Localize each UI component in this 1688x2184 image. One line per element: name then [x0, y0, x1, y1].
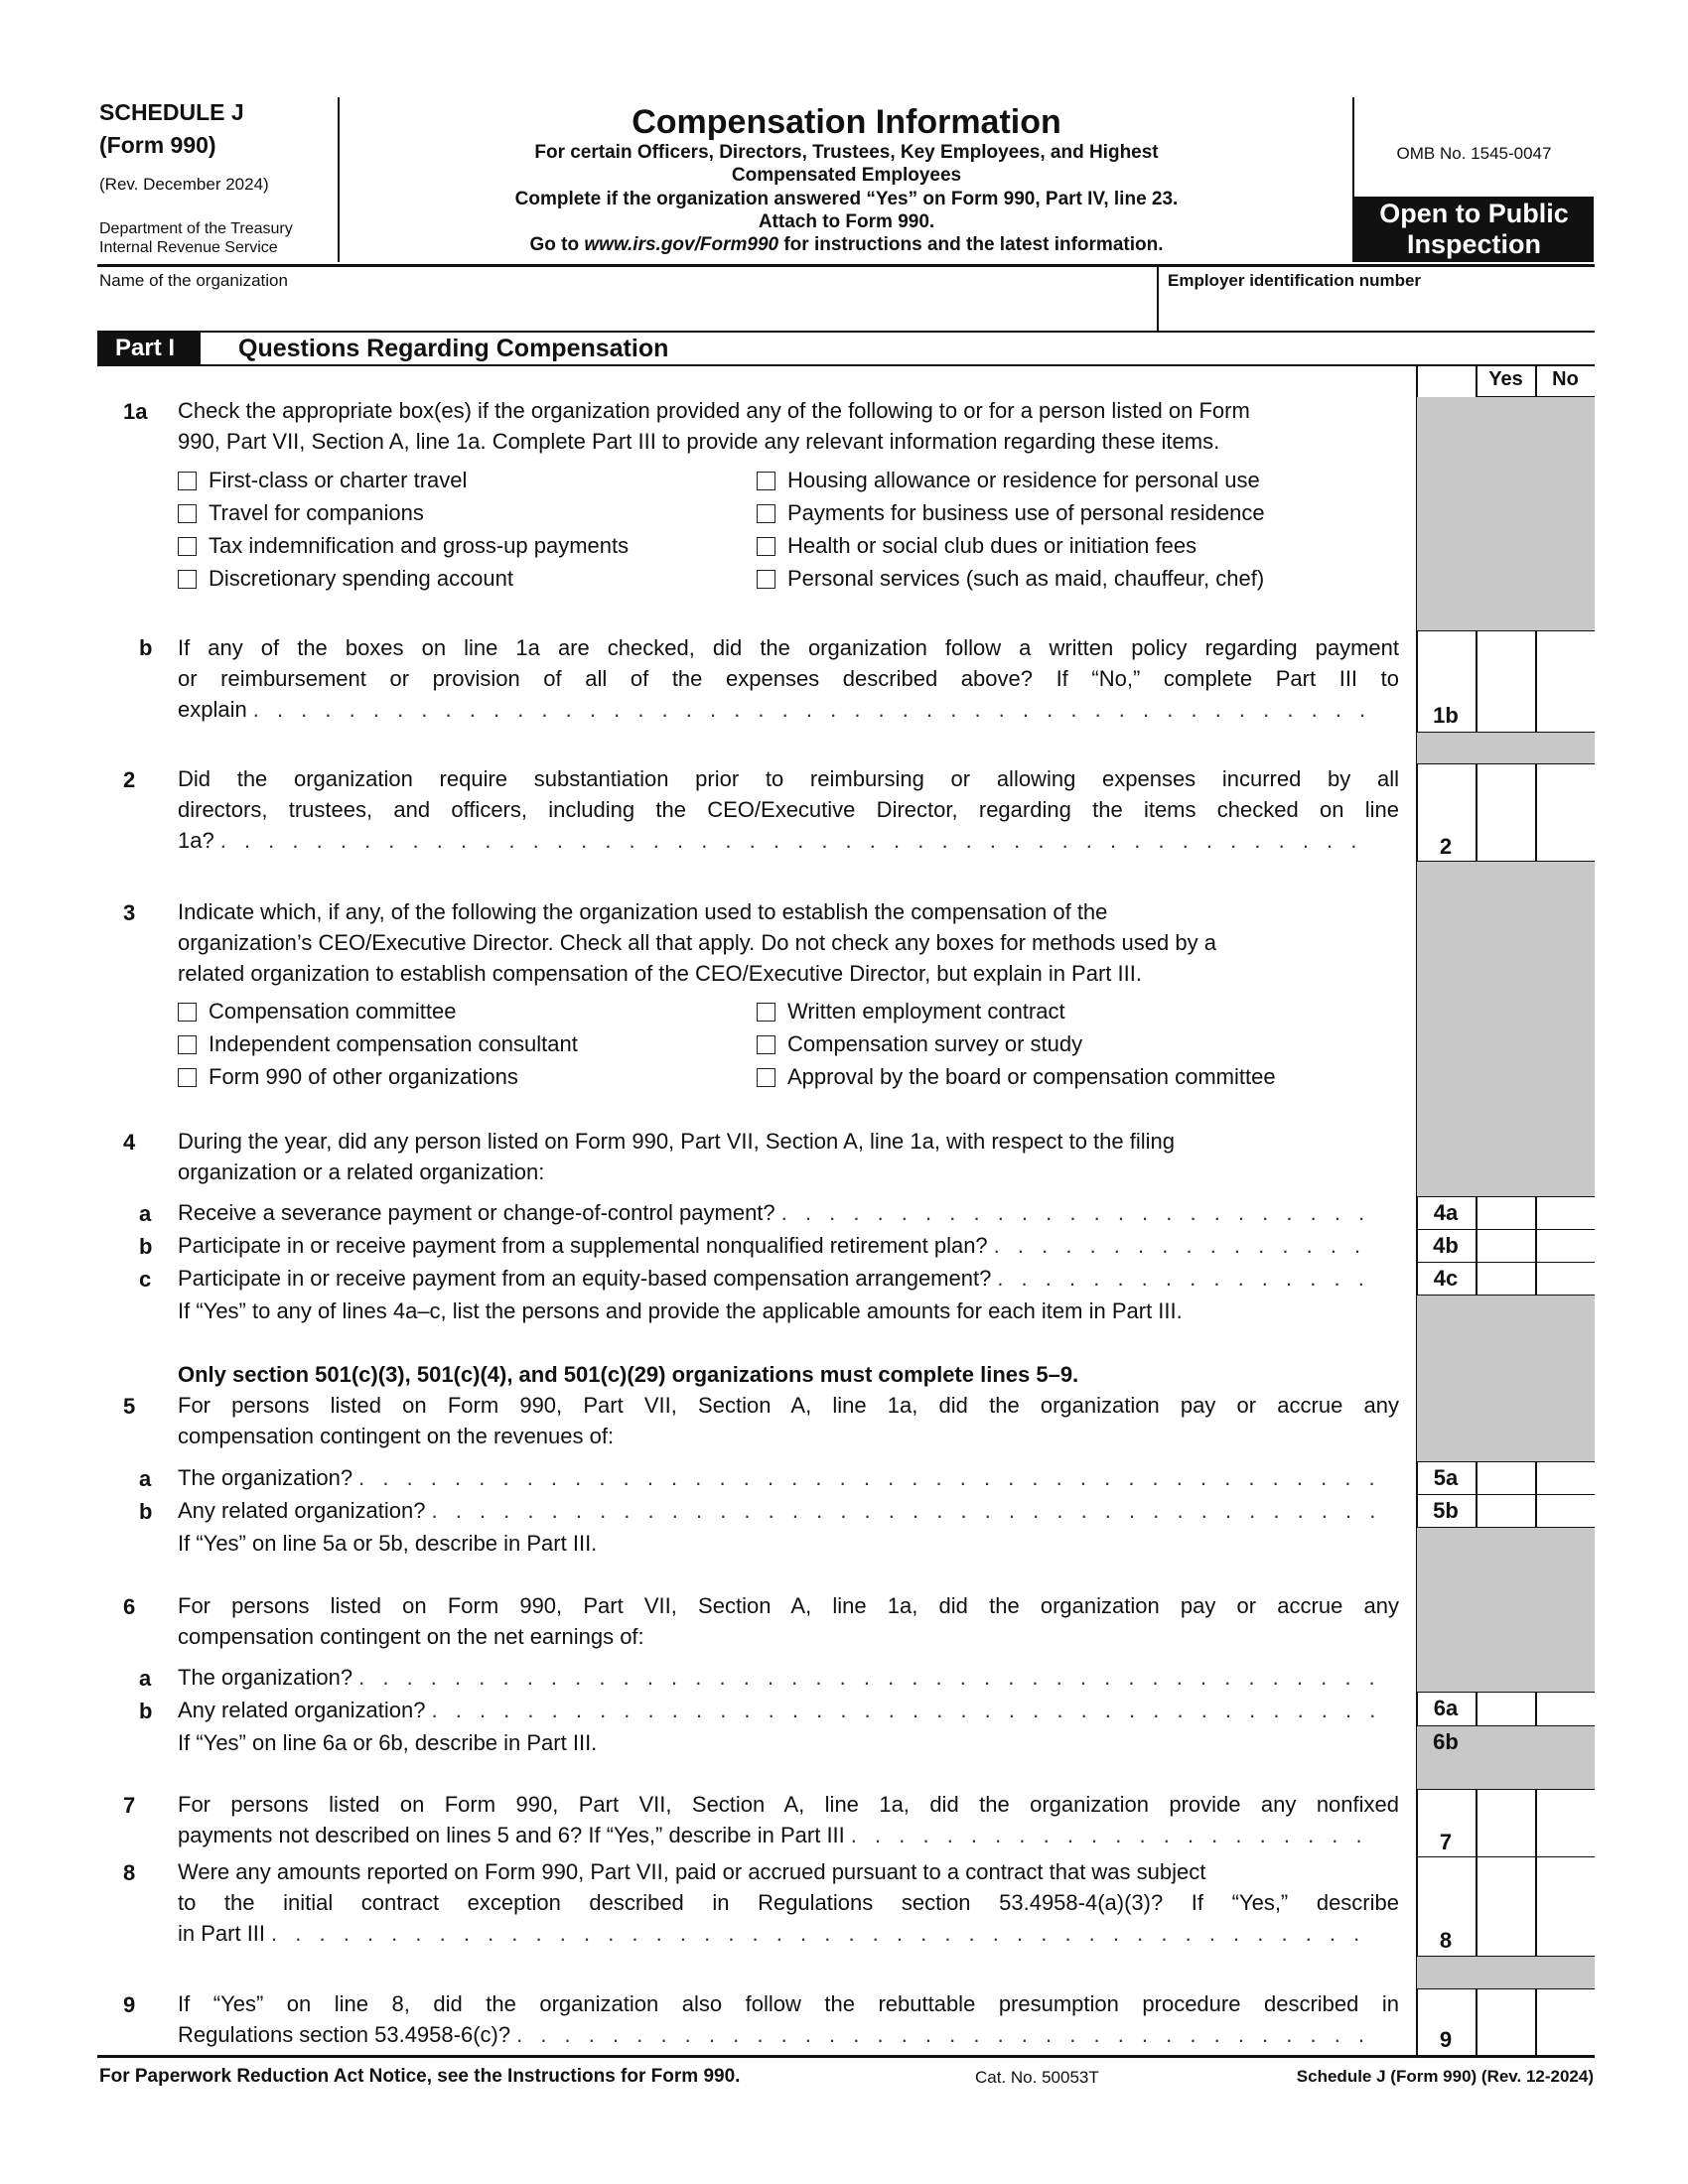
- checkbox-box[interactable]: [757, 1003, 775, 1022]
- checkbox-compensation-committee[interactable]: Compensation committee: [178, 997, 456, 1026]
- checkbox-box[interactable]: [757, 1068, 775, 1087]
- checkbox-board-approval[interactable]: Approval by the board or compensation committee: [757, 1062, 1276, 1092]
- footer-form-id: Schedule J (Form 990) (Rev. 12-2024): [1296, 2067, 1594, 2086]
- ref-7: 7: [1439, 1830, 1453, 1854]
- checkbox-housing-allowance[interactable]: Housing allowance or residence for personal use: [757, 466, 1260, 495]
- answer-6b-no[interactable]: [1536, 1726, 1595, 1759]
- answer-6a-no[interactable]: [1536, 1693, 1595, 1725]
- line-4a-letter: a: [139, 1201, 152, 1226]
- ein-label: Employer identification number: [1168, 271, 1422, 290]
- checkbox-discretionary-spending[interactable]: Discretionary spending account: [178, 564, 513, 594]
- line-2-number: 2: [123, 767, 136, 792]
- line-5b-letter: b: [139, 1499, 153, 1524]
- checkbox-box[interactable]: [178, 570, 197, 589]
- line-1a-text-2: 990, Part VII, Section A, line 1a. Complete Part III to provide any relevant information regarding these items.: [178, 429, 1220, 454]
- line-3-number: 3: [123, 900, 136, 925]
- checkbox-box[interactable]: [178, 537, 197, 556]
- answer-5a-no[interactable]: [1536, 1462, 1595, 1494]
- form-title: Compensation Information: [632, 103, 1061, 141]
- part-header: [97, 332, 1595, 365]
- line-1b-text-3: explain . . .: [178, 694, 1374, 725]
- checkbox-box[interactable]: [178, 472, 197, 490]
- checkbox-box[interactable]: [757, 537, 775, 556]
- subtitle-2: Compensated Employees: [731, 165, 962, 186]
- answer-6b-yes[interactable]: [1477, 1726, 1535, 1759]
- checkbox-written-employment-contract[interactable]: Written employment contract: [757, 997, 1065, 1026]
- line-1b-text-2: or reimbursement or provision of all of the expenses described above? If “No,” complete Part III to: [178, 666, 1399, 691]
- schedule-label: SCHEDULE J: [99, 99, 244, 125]
- department: Department of the Treasury: [99, 220, 293, 237]
- ref-5b: 5b: [1433, 1498, 1459, 1523]
- line-8-text-2: to the initial contract exception described in Regulations section 53.4958-4(a)(3)? If “Yes,” describe: [178, 1890, 1399, 1915]
- checkbox-social-club-dues[interactable]: Health or social club dues or initiation fees: [757, 531, 1196, 561]
- line-3-text-3: related organization to establish compensation of the CEO/Executive Director, but explain in Part III.: [178, 961, 1142, 986]
- line-5b-text: Any related organization? . . .: [178, 1495, 1374, 1526]
- answer-4a-no[interactable]: [1536, 1197, 1595, 1229]
- ref-1b: 1b: [1433, 703, 1459, 728]
- line-2-text-3: 1a? . . .: [178, 825, 1374, 856]
- line-6-text-2: compensation contingent on the net earnings of:: [178, 1624, 644, 1649]
- ein-field[interactable]: [1160, 267, 1594, 329]
- line-1a-text-1: Check the appropriate box(es) if the organization provided any of the following to or for a person listed on Form: [178, 398, 1250, 423]
- line-8-number: 8: [123, 1860, 136, 1885]
- line-6-note: If “Yes” on line 6a or 6b, describe in Part III.: [178, 1730, 598, 1755]
- subtitle-4: Attach to Form 990.: [758, 211, 935, 232]
- answer-9-no[interactable]: [1536, 1989, 1595, 2055]
- line-1b-letter: b: [139, 635, 153, 660]
- line-5-number: 5: [123, 1394, 136, 1419]
- answer-1b-no[interactable]: [1536, 631, 1595, 732]
- answer-6a-yes[interactable]: [1477, 1693, 1535, 1725]
- line-9-text-1: If “Yes” on line 8, did the organization also follow the rebuttable presumption procedure described in: [178, 1991, 1399, 2016]
- line-7-text-2: payments not described on lines 5 and 6? If “Yes,” describe in Part III . . .: [178, 1820, 1374, 1850]
- checkbox-business-use-residence[interactable]: Payments for business use of personal residence: [757, 498, 1265, 528]
- open-to-public-box: [1354, 197, 1594, 262]
- line-5a-text: The organization? . . .: [178, 1462, 1374, 1493]
- ref-6a: 6a: [1433, 1696, 1459, 1720]
- line-4-text-2: organization or a related organization:: [178, 1160, 545, 1184]
- line-6b-text: Any related organization? . . .: [178, 1695, 1374, 1725]
- line-2-text-2: directors, trustees, and officers, including the CEO/Executive Director, regarding the items checked on line: [178, 797, 1399, 822]
- answer-7-no[interactable]: [1536, 1790, 1595, 1856]
- line-4c-text: Participate in or receive payment from an equity-based compensation arrangement? . . .: [178, 1263, 1374, 1294]
- line-8-text-1: Were any amounts reported on Form 990, Part VII, paid or accrued pursuant to a contract that was subject: [178, 1859, 1206, 1884]
- answer-4c-no[interactable]: [1536, 1263, 1595, 1295]
- checkbox-personal-services[interactable]: Personal services (such as maid, chauffeur, chef): [757, 564, 1264, 594]
- revision-date: (Rev. December 2024): [99, 175, 269, 194]
- checkbox-box[interactable]: [757, 570, 775, 589]
- ref-4a: 4a: [1433, 1200, 1459, 1225]
- answer-4c-yes[interactable]: [1477, 1263, 1535, 1295]
- line-4c-letter: c: [139, 1267, 152, 1292]
- shaded-4-note-5: [1417, 1295, 1595, 1461]
- line-1a-number: 1a: [123, 399, 148, 424]
- line-3-text-2: organization’s CEO/Executive Director. Check all that apply. Do not check any boxes for methods used by a: [178, 930, 1216, 955]
- shaded-5-note-6: [1417, 1527, 1595, 1692]
- answer-7-yes[interactable]: [1477, 1790, 1535, 1856]
- line-5-text-2: compensation contingent on the revenues of:: [178, 1424, 615, 1448]
- irs-url-link[interactable]: www.irs.gov/Form990: [584, 234, 779, 255]
- checkbox-box[interactable]: [178, 1068, 197, 1087]
- line-6b-letter: b: [139, 1699, 153, 1723]
- line-6-text-1: For persons listed on Form 990, Part VII, Section A, line 1a, did the organization pay or accrue any: [178, 1593, 1399, 1618]
- part-label: Part I: [97, 332, 201, 365]
- checkbox-first-class-travel[interactable]: First-class or charter travel: [178, 466, 467, 495]
- answer-8-no[interactable]: [1536, 1857, 1595, 1956]
- yes-column-header: Yes: [1488, 368, 1523, 390]
- line-4-number: 4: [123, 1130, 136, 1155]
- line-5-text-1: For persons listed on Form 990, Part VII, Section A, line 1a, did the organization pay or accrue any: [178, 1393, 1399, 1418]
- line-5-note: If “Yes” on line 5a or 5b, describe in Part III.: [178, 1531, 598, 1556]
- checkbox-travel-companions[interactable]: Travel for companions: [178, 498, 424, 528]
- checkbox-box[interactable]: [178, 504, 197, 523]
- line-9-number: 9: [123, 1992, 136, 2017]
- answer-4b-no[interactable]: [1536, 1230, 1595, 1262]
- answer-2-no[interactable]: [1536, 764, 1595, 861]
- checkbox-box[interactable]: [757, 472, 775, 490]
- line-4a-text: Receive a severance payment or change-of-control payment? . . .: [178, 1197, 1374, 1228]
- line-6a-letter: a: [139, 1666, 152, 1691]
- subtitle-5: Go to www.irs.gov/Form990 for instructions and the latest information.: [529, 234, 1164, 255]
- line-6-number: 6: [123, 1594, 136, 1619]
- lines-5-9-notice: Only section 501(c)(3), 501(c)(4), and 501(c)(29) organizations must complete lines 5–9.: [178, 1362, 1079, 1387]
- irs: Internal Revenue Service: [99, 239, 278, 256]
- line-8-text-3: in Part III . . .: [178, 1918, 1374, 1949]
- line-5a-letter: a: [139, 1466, 152, 1491]
- answer-5a-yes[interactable]: [1477, 1462, 1535, 1494]
- answer-8-yes[interactable]: [1477, 1857, 1535, 1956]
- org-name-field[interactable]: [97, 267, 1157, 329]
- checkbox-tax-indemnification[interactable]: Tax indemnification and gross-up payments: [178, 531, 629, 561]
- subtitle-1: For certain Officers, Directors, Trustees, Key Employees, and Highest: [534, 142, 1159, 163]
- omb-number: OMB No. 1545-0047: [1396, 144, 1552, 163]
- ref-4b: 4b: [1433, 1233, 1459, 1258]
- answer-5b-yes[interactable]: [1477, 1495, 1535, 1527]
- ref-4c: 4c: [1433, 1266, 1459, 1291]
- form-header: [0, 0, 1688, 268]
- line-7-number: 7: [123, 1793, 136, 1818]
- checkbox-box[interactable]: [178, 1003, 197, 1022]
- line-4b-text: Participate in or receive payment from a supplemental nonqualified retirement plan? . . .: [178, 1230, 1374, 1261]
- answer-4b-yes[interactable]: [1477, 1230, 1535, 1262]
- form-number: (Form 990): [99, 132, 216, 158]
- line-4-note: If “Yes” to any of lines 4a–c, list the persons and provide the applicable amounts for each item in Part III.: [178, 1298, 1183, 1323]
- ref-2: 2: [1439, 834, 1453, 859]
- ref-8: 8: [1439, 1928, 1453, 1953]
- answer-1b-yes[interactable]: [1477, 631, 1535, 732]
- line-6a-text: The organization? . . .: [178, 1662, 1374, 1693]
- shaded-3-4: [1417, 861, 1595, 1196]
- checkbox-box[interactable]: [757, 1035, 775, 1054]
- answer-5b-no[interactable]: [1536, 1495, 1595, 1527]
- shaded-8-gap: [1417, 1956, 1595, 1988]
- part-title: Questions Regarding Compensation: [238, 335, 669, 362]
- subtitle-3: Complete if the organization answered “Yes” on Form 990, Part IV, line 23.: [514, 189, 1179, 209]
- answer-4a-yes[interactable]: [1477, 1197, 1535, 1229]
- checkbox-form-990-other-orgs[interactable]: Form 990 of other organizations: [178, 1062, 518, 1092]
- ref-6b: 6b: [1433, 1729, 1459, 1754]
- answer-2-yes[interactable]: [1477, 764, 1535, 861]
- ref-5a: 5a: [1433, 1465, 1459, 1490]
- shaded-1b-gap: [1417, 732, 1595, 763]
- checkbox-box[interactable]: [178, 1035, 197, 1054]
- line-2-text-1: Did the organization require substantiation prior to reimbursing or allowing expenses incurred by all: [178, 766, 1399, 791]
- checkbox-independent-consultant[interactable]: Independent compensation consultant: [178, 1029, 578, 1059]
- line-4-text-1: During the year, did any person listed on Form 990, Part VII, Section A, line 1a, with respect to the filing: [178, 1129, 1175, 1154]
- org-name-label: Name of the organization: [99, 271, 288, 290]
- ref-9: 9: [1439, 2027, 1453, 2052]
- open-to-public-line2: Inspection: [1406, 229, 1541, 259]
- shaded-1a: [1417, 397, 1595, 630]
- no-column-header: No: [1552, 368, 1579, 390]
- footer-paperwork-notice: For Paperwork Reduction Act Notice, see the Instructions for Form 990.: [99, 2066, 741, 2087]
- answer-9-yes[interactable]: [1477, 1989, 1535, 2055]
- line-3-text-1: Indicate which, if any, of the following the organization used to establish the compensation of the: [178, 899, 1108, 924]
- line-4b-letter: b: [139, 1234, 153, 1259]
- checkbox-compensation-survey[interactable]: Compensation survey or study: [757, 1029, 1082, 1059]
- footer-cat-number: Cat. No. 50053T: [975, 2068, 1099, 2087]
- line-1b-text-1: If any of the boxes on line 1a are checked, did the organization follow a written policy regarding payment: [178, 635, 1399, 660]
- line-7-text-1: For persons listed on Form 990, Part VII, Section A, line 1a, did the organization provide any nonfixed: [178, 1792, 1399, 1817]
- open-to-public-line1: Open to Public: [1379, 199, 1569, 228]
- checkbox-box[interactable]: [757, 504, 775, 523]
- line-9-text-2: Regulations section 53.4958-6(c)? . . .: [178, 2019, 1374, 2050]
